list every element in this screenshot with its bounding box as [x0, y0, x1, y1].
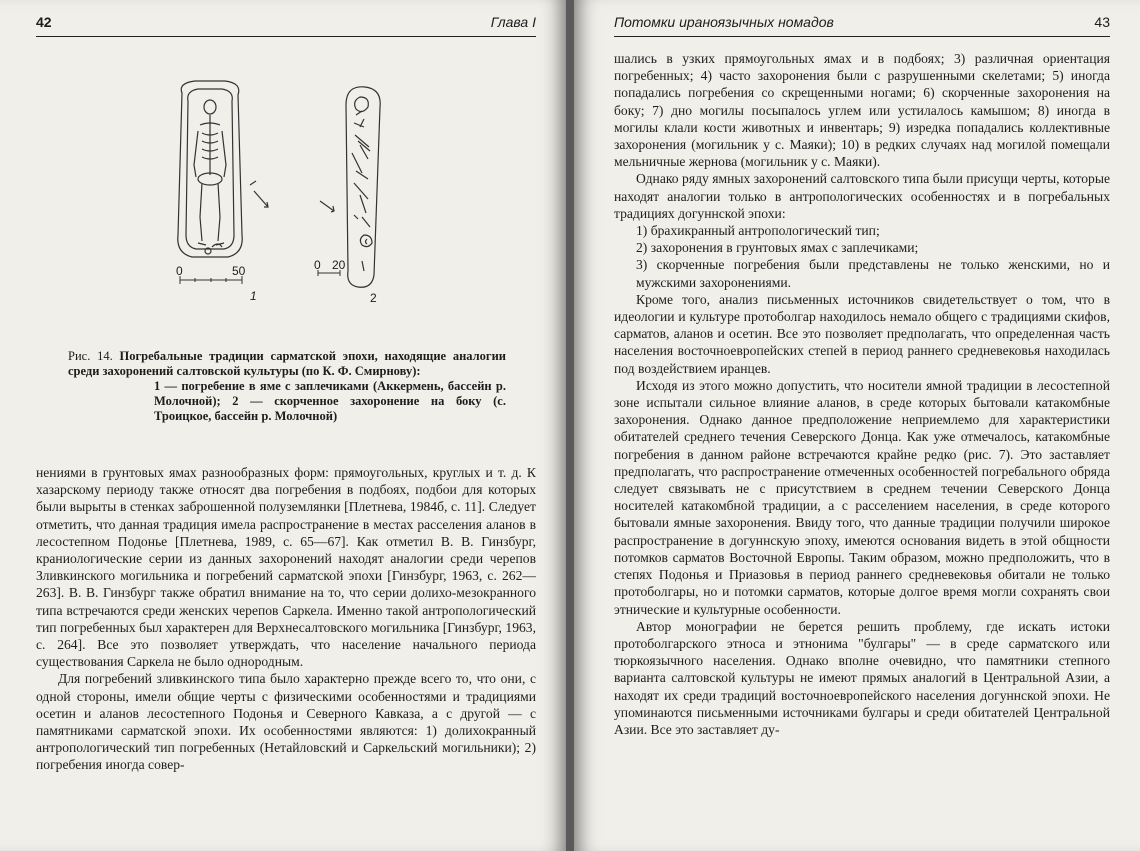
- left-page: [0, 0, 566, 851]
- page-number-right: 43: [1094, 14, 1110, 30]
- figure-label-1: 1: [250, 289, 257, 303]
- page-number-left: 42: [36, 14, 52, 30]
- burial-figure: [150, 75, 440, 315]
- right-paragraph-3: Кроме того, анализ письменных источников свидетельствует о том, что в идеологии и культуре протоболгар находилось немало общего с традициями скифов, сарматов, аланов и осетин. Все это позволяет предполагать, что определенная часть населения восточноевропейских степей в период раннего средневековья находилась под воздействием иранцев.: [614, 291, 1110, 376]
- burial-drawings: [150, 75, 440, 315]
- scale-1-start: 0: [176, 264, 183, 278]
- right-paragraph-2: Однако ряду ямных захоронений салтовского типа были присущи черты, которые находят аналогии только в антропологических особенностях и в погребальных традициях догуннской эпохи:: [614, 171, 1110, 221]
- burial-pit-1-drawing: [178, 81, 268, 257]
- list-item-2: 2) захоронения в грунтовых ямах с заплечиками;: [636, 240, 919, 256]
- left-paragraph-2: Для погребений зливкинского типа было характерно прежде всего то, что они, с одной стороны, имели общие черты с физическими особенностями и традициями осетин и аланов лесостепного Подонья и Северного Кавказа, а с другой — с памятниками сарматской эпохи. Их особенностями являются: 1) долихокранный антропологический тип погребенных (Нетайловский и Саркельский могильники); 2) погребения иногда совер-: [36, 671, 536, 773]
- caption-main: Погребальные традиции сарматской эпохи, находящие аналогии среди захоронений салтовской культуры (по К. Ф. Смирнову):: [68, 349, 506, 378]
- book-gutter: [566, 0, 574, 851]
- right-paragraph-5: Автор монографии не берется решить проблему, где искать истоки протоболгарского этноса и этнонима "булгары" — в среде сарматского или тюркоязычного населения. Однако вполне очевидно, что памятники степного варианта салтовской культуры не имеют прямых аналогий в Центральной Азии, а находят их среди традиций восточноевропейского населения догуннской эпохи. Не упоминаются письменными источниками булгары и среди обитателей Центральной Азии. Все это заставляет ду-: [614, 618, 1110, 737]
- list-item-1: 1) брахикранный антропологический тип;: [636, 223, 880, 239]
- scale-2-start: 0: [314, 258, 321, 272]
- running-head-left: [36, 12, 536, 37]
- figure-label-2: 2: [370, 291, 377, 305]
- burial-pit-2-drawing: [320, 87, 380, 287]
- running-head-right: [614, 12, 1110, 37]
- figure-caption: [68, 349, 506, 424]
- running-title-left: Глава I: [490, 14, 536, 30]
- scale-2-end: 20: [332, 258, 346, 272]
- right-paragraph-4: Исходя из этого можно допустить, что носители ямной традиции в лесостепной зоне испытали сильное влияние аланов, в среде которых бытовали катакомбные захоронения. Однако данное предположение неприемлемо для характеристики обитателей среднего течения Северского Донца. Как уже отмечалось, катакомбные погребения в данном районе встречаются крайне редко (рис. 7). Это заставляет предполагать, что распространение отмеченных особенностей погребального обряда следует связывать не с присутствием в среднем течении Северского Донца носителей катакомбной традиции, а с расселением населения, в среде которого бытовали ямные захоронения. Ввиду того, что данные традиции получили широкое распространение в догуннскую эпоху, имеются основания видеть в этой общности потомков сарматов Восточной Европы. Таким образом, можно предположить, что в степях Подонья и Приазовья в период раннего средневековья обитали не только протоболгары, но и потомки сарматов, которые долгое время могли сохранять свои этнические и культурные особенности.: [614, 377, 1110, 617]
- running-title-right: Потомки ираноязычных номадов: [614, 14, 834, 30]
- right-body-text: [614, 50, 1110, 738]
- right-page: [574, 0, 1140, 851]
- caption-items: 1 — погребение в яме с заплечиками (Аккермень, бассейн р. Молочной); 2 — скорченное захоронение на боку (с. Троицкое, бассейн р. Молочной): [154, 379, 506, 423]
- right-paragraph-1: шались в узких прямоугольных ямах и в подбоях; 3) различная ориентация погребенных; 4) часто захоронения были с разрушенными скелетами; 5) иногда попадались погребения со скрещенными ногами; 6) скорченные захоронения на боку; 7) дно могилы посыпалось углем или устилалось камышом; 8) иногда в могилы клали кости животных и инвентарь; 9) изредка попадались коллективные захоронения (могильник у с. Маяки); 10) в редких случаях над могилой помещали мельничные жернова (могильник у с. Маяки).: [614, 51, 1110, 170]
- caption-label: Рис. 14.: [68, 349, 113, 363]
- list-item-3: 3) скорченные погребения были представлены не только женскими, но и мужскими захоронениями.: [636, 257, 1110, 290]
- scale-1-end: 50: [232, 264, 246, 278]
- left-body-text: [36, 464, 536, 774]
- left-paragraph-1: нениями в грунтовых ямах разнообразных форм: прямоугольных, круглых и т. д. К хазарскому периоду также относят два погребения в подбоях, подбои для которых были вырыты в стенках заброшенной полуземлянки [Плетнева, 1984б, с. 11]. Следует отметить, что данная традиция имела распространение в местах расселения аланов в лесостепном Подонье [Плетнева, 1989, с. 65—67]. Как отметил В. В. Гинзбург, краниологические серии из данных захоронений находят аналогии среди черепов Зливкинского могильника и погребений сарматской эпохи [Гинзбург, 1963, с. 262—263]. В. В. Гинзбург также обратил внимание на то, что серии долихо-мезокранного типа встречаются среди женских черепов Саркела. Именно такой антропологический тип погребенных был характерен для Верхнесалтовского могильника [Гинзбург, 1963, с. 264]. Все это позволяет утверждать, что население начального периода существования Саркела не было однородным.: [36, 465, 536, 670]
